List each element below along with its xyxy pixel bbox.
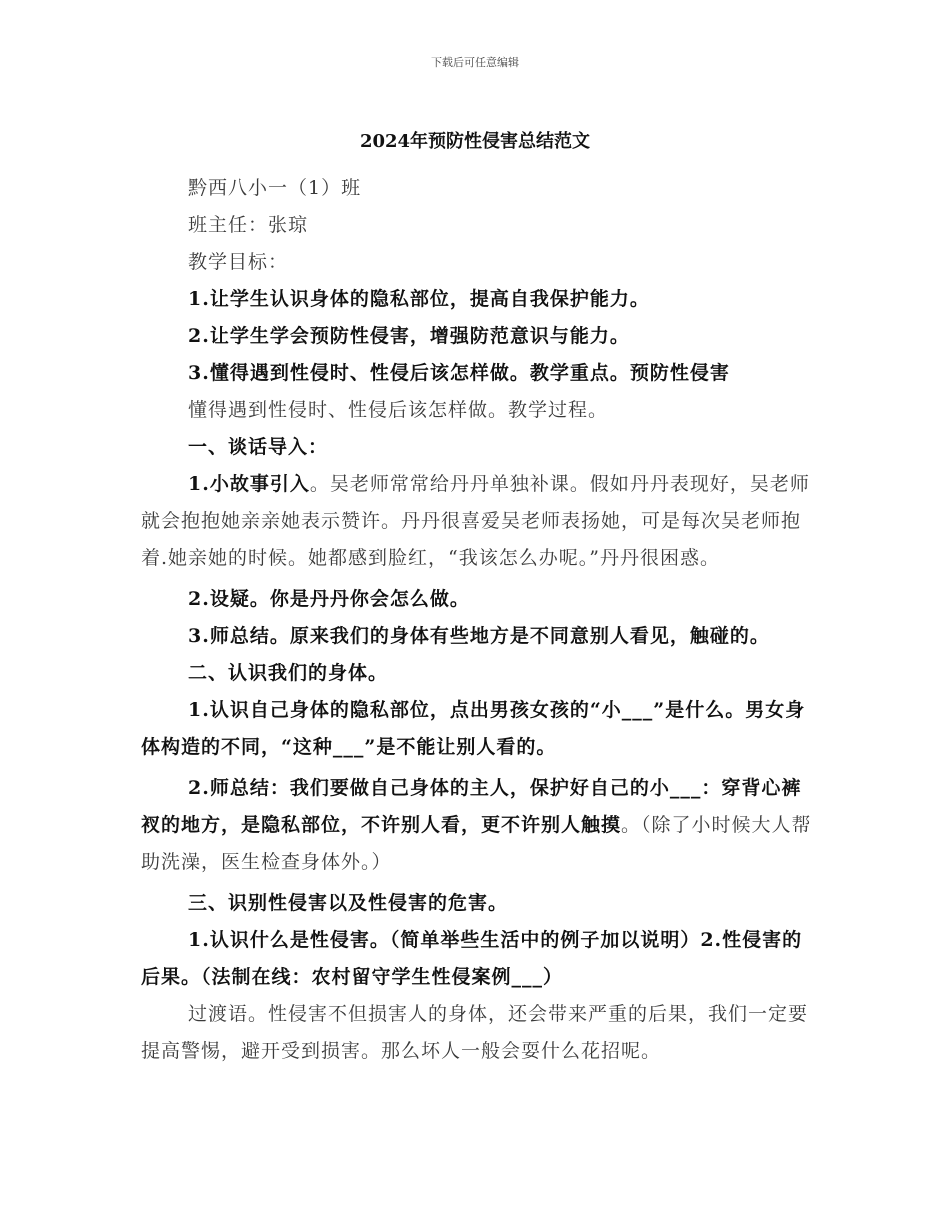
focus-line: 懂得遇到性侵时、性侵后该怎样做。教学过程。 — [188, 399, 609, 421]
document-body — [141, 170, 813, 1070]
section2-item1: 1.认识自己身体的隐私部位，点出男孩女孩的“小___”是什么。男女身体构造的不同，“这种___”是不能让别人看的。 — [141, 699, 806, 758]
section1-item1 — [141, 466, 813, 577]
class-line: 黔西八小一（1）班 — [188, 177, 362, 199]
section3-heading: 三、识别性侵害以及性侵害的危害。 — [188, 892, 509, 914]
goal-item: 1.让学生认识身体的隐私部位，提高自我保护能力。 — [188, 288, 650, 310]
section1-item1-text: 。吴老师常常给丹丹单独补课。假如丹丹表现好，吴老师就会抱抱她亲亲她表示赞许。丹丹很喜爱吴老师表扬她，可是每次吴老师抱着.她亲她的时候。她都感到脸红，“我该怎么办呢。”丹丹很困惑。 — [141, 473, 810, 569]
goal-item: 3.懂得遇到性侵时、性侵后该怎样做。教学重点。预防性侵害 — [188, 362, 730, 384]
section3-item1: 1.认识什么是性侵害。（简单举些生活中的例子加以说明）2.性侵害的后果。（法制在线：农村留守学生性侵案例___） — [141, 929, 803, 988]
goals-label: 教学目标： — [188, 251, 289, 273]
section2-item2 — [141, 770, 813, 881]
goal-item: 2.让学生学会预防性侵害，增强防范意识与能力。 — [188, 325, 630, 347]
section2-heading: 二、认识我们的身体。 — [188, 662, 389, 684]
section1-item1-lead: 1.小故事引入 — [188, 473, 310, 495]
section1-heading: 一、谈话导入： — [188, 436, 329, 458]
section2-item2-bold: 2.师总结：我们要做自己身体的主人，保护好自己的小___：穿背心裤衩的地方，是隐私部位，不许别人看，更不许别人触摸 — [141, 777, 802, 836]
teacher-line: 班主任：张琼 — [188, 214, 309, 236]
section1-item2: 2.设疑。你是丹丹你会怎么做。 — [188, 588, 470, 610]
document-title: 2024年预防性侵害总结范文 — [359, 131, 591, 152]
section3-transition: 过渡语。性侵害不但损害人的身体，还会带来严重的后果，我们一定要提高警惕，避开受到损害。那么坏人一般会耍什么花招呢。 — [141, 1003, 809, 1062]
section1-item3: 3.师总结。原来我们的身体有些地方是不同意别人看见，触碰的。 — [188, 625, 770, 647]
section2-item2-rest: 。（除了小时候大人帮助洗澡，医生检查身体外。） — [141, 814, 812, 873]
header-note: 下载后可任意编辑 — [431, 56, 519, 69]
